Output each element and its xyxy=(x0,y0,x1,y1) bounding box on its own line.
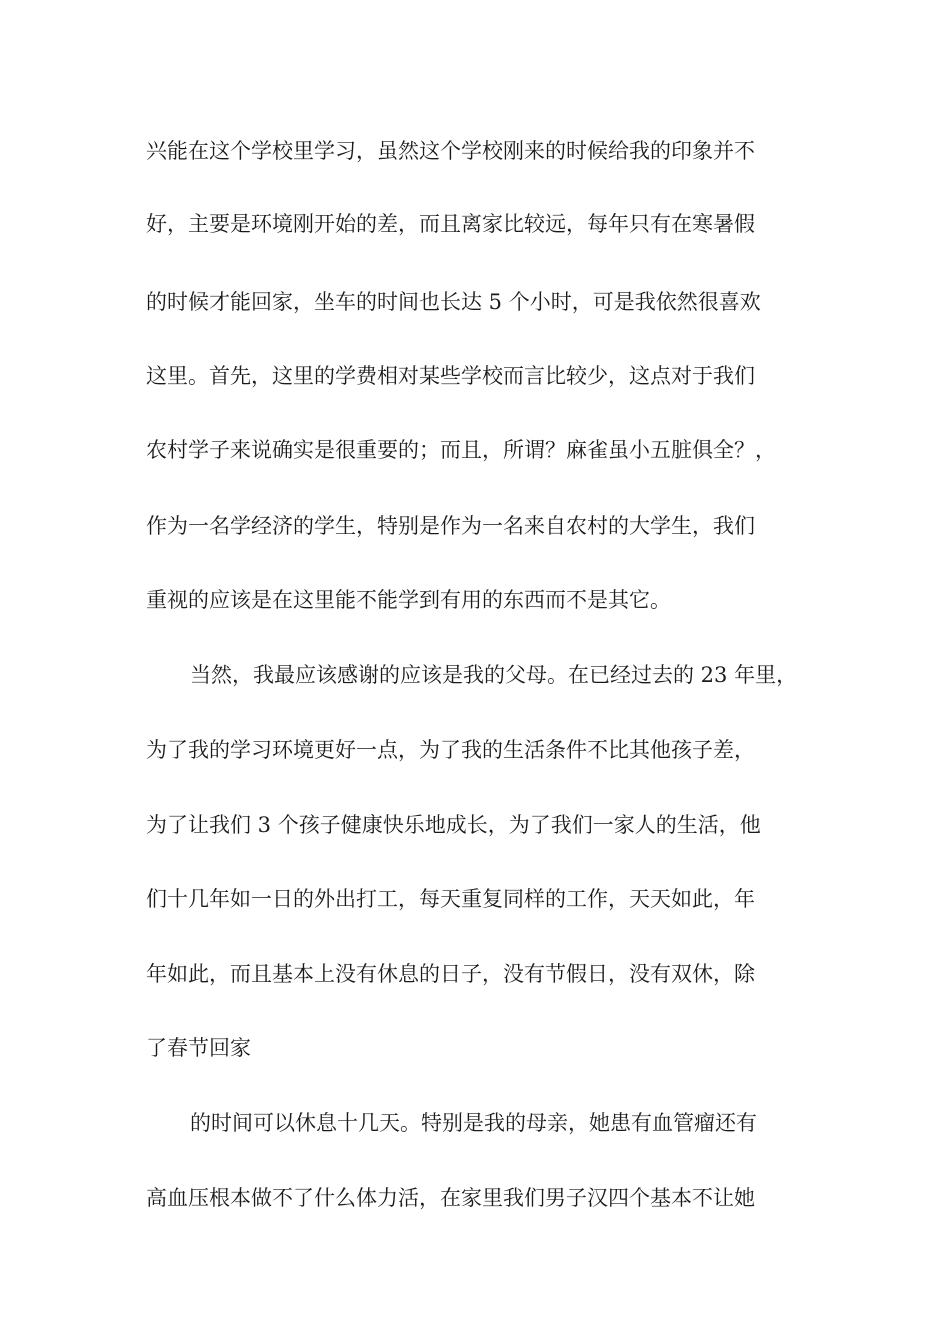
text-line: 了春节回家 xyxy=(146,1036,251,1060)
text-line: 们十几年如一日的外出打工，每天重复同样的工作，天天如此，年 xyxy=(146,887,755,911)
text-line: 这里。首先，这里的学费相对某些学校而言比较少，这点对于我们 xyxy=(146,364,755,388)
text-line: 兴能在这个学校里学习，虽然这个学校刚来的时候给我的印象并不 xyxy=(146,139,755,163)
text-line: 好，主要是环境刚开始的差，而且离家比较远，每年只有在寒暑假 xyxy=(146,212,755,236)
text-line: 作为一名学经济的学生，特别是作为一名来自农村的大学生，我们 xyxy=(146,514,755,538)
text-line: 年如此，而且基本上没有休息的日子，没有节假日，没有双休，除 xyxy=(146,962,755,986)
text-line: 重视的应该是在这里能不能学到有用的东西而不是其它。 xyxy=(146,588,671,612)
text-line: 为了我的学习环境更好一点，为了我的生活条件不比其他孩子差， xyxy=(146,738,755,762)
text-line: 的时候才能回家，坐车的时间也长达 5 个小时，可是我依然很喜欢 xyxy=(146,290,761,314)
text-line-paragraph-start: 当然，我最应该感谢的应该是我的父母。在已经过去的 23 年里， xyxy=(190,663,798,687)
text-line: 农村学子来说确实是很重要的；而且，所谓？麻雀虽小五脏俱全？， xyxy=(146,438,776,462)
text-line-paragraph-start: 的时间可以休息十几天。特别是我的母亲，她患有血管瘤还有 xyxy=(190,1111,757,1135)
text-line: 为了让我们 3 个孩子健康快乐地成长，为了我们一家人的生活，他 xyxy=(146,813,761,837)
text-line: 高血压根本做不了什么体力活，在家里我们男子汉四个基本不让她 xyxy=(146,1186,755,1210)
